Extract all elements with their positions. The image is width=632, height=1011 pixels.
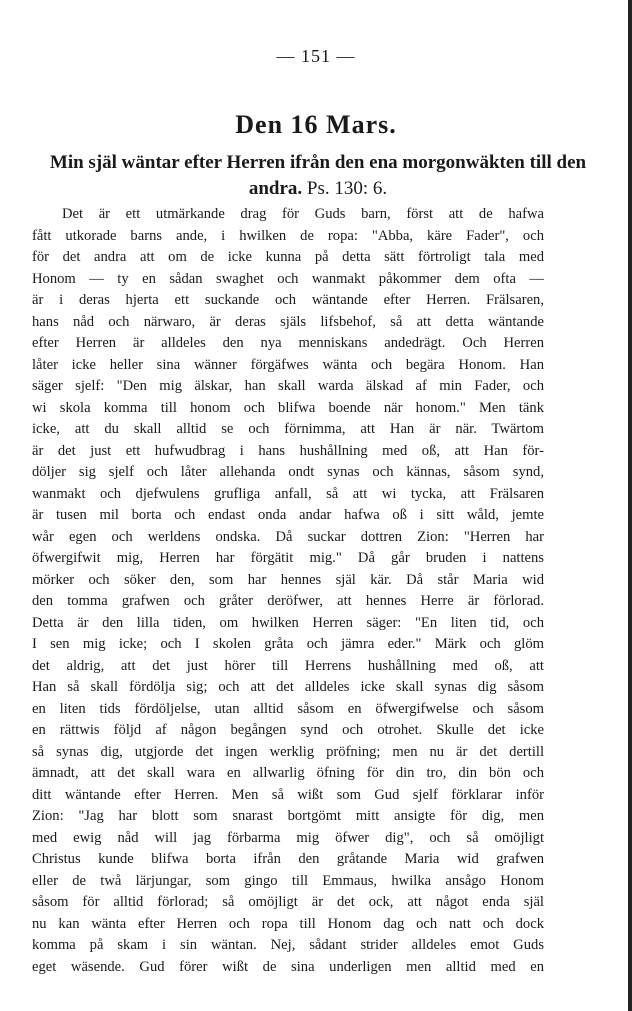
text-line: nu kan wänta efter Herren och ropa till Honom dag och natt och dock <box>32 915 544 932</box>
text-line: är det just ett hufwudbrag i hans hushållning med oß, att Han för- <box>32 442 544 459</box>
text-line: Detta är den lilla tiden, om hwilken Herren säger: "En liten tid, och <box>32 614 544 631</box>
text-line: Zion: "Jag har blott som snarast bortgömt mitt ansigte för dig, men <box>32 808 544 824</box>
bible-verse <box>32 150 604 202</box>
text-line: hans nåd och närwaro, är deras själs lifsbehof, så att detta wäntande <box>32 313 544 330</box>
text-line: med ewig nåd will jag förbarma mig öfwer dig", och så omöjligt <box>32 829 544 846</box>
text-line: Honom — ty en sådan swaghet och wanmakt påkommer dem ofta — <box>32 270 544 287</box>
text-line: såsom för alltid förlorad; så omöjligt är det ock, att något enda själ <box>32 894 544 910</box>
text-line: ditt wäntande efter Herren. Men så wißt som Gud sjelf förklarar inför <box>32 786 544 803</box>
text-line: eget wäsende. Gud förer wißt de sina underligen men alltid med en <box>32 958 544 975</box>
text-line: är i deras hjerta ett suckande och wäntande efter Herren. Frälsaren, <box>32 292 544 308</box>
text-line: en rättwis följd af någon begången synd och otrohet. Skulle det icke <box>32 722 544 738</box>
text-line: låter icke heller sina wänner förgäfwes wänta och begära Honom. Han <box>32 356 544 373</box>
text-line: den tomma grafwen och gråter deröfwer, att hennes Herre är förlorad. <box>32 593 544 609</box>
text-line: en liten tids fördöljelse, utan alltid såsom en öfwergifwelse och såsom <box>32 700 544 717</box>
text-line: wi skola komma till honom och blifwa boende när honom." Men tänk <box>32 399 544 416</box>
text-line: Han så skall fördölja sig; och att det alldeles icke skall synas dig såsom <box>32 679 544 695</box>
text-line: komma på skam i sin wäntan. Nej, sådant strider alldeles emot Guds <box>32 937 544 953</box>
text-line: öfwergifwit mig, Herren har förgätit mig." Då går bruden i nattens <box>32 550 544 566</box>
verse-reference: Ps. 130: 6. <box>306 178 388 199</box>
text-line: så synas dig, utgjorde det ingen werklig pröfning; men nu är det dertill <box>32 743 544 760</box>
text-line: Det är ett utmärkande drag för Guds barn, först att de hafwa <box>62 206 544 222</box>
text-line: fått utkorade barns ande, i hwilken de ropa: "Abba, käre Fader", och <box>32 227 544 244</box>
devotional-text <box>32 204 544 978</box>
text-line: Christus kunde blifwa borta ifrån den gråtande Maria wid grafwen <box>32 851 544 867</box>
text-line: I sen mig icke; och I skolen gråta och jämra eder." Märk och glöm <box>32 636 544 652</box>
page-number: — 151 — <box>276 46 356 66</box>
text-line: är tusen mil borta och endast onda andar hafwa oß i sitt wåld, jemte <box>32 507 544 523</box>
text-line: wår egen och werldens ondska. Då suckar dottren Zion: "Herren har <box>32 528 544 545</box>
text-line: det aldrig, att det just hörer till Herrens hushållning med oß, att <box>32 657 544 674</box>
date-heading: Den 16 Mars. <box>235 110 397 139</box>
text-line: för det andra att om de icke kunna på detta sätt förtroligt tala med <box>32 249 544 265</box>
page-edge <box>628 0 632 1011</box>
text-line: mörker och söker den, som har hennes själ kär. Då står Maria wid <box>32 571 544 588</box>
text-line: döljer sig sjelf och låter allehanda ondt synas och kännas, såsom synd, <box>32 464 544 480</box>
text-line: säger sjelf: "Den mig älskar, han skall warda älskad af min Fader, och <box>32 378 544 394</box>
verse-text: Min själ wäntar efter Herren ifrån den ena morgonwäkten till den andra. <box>49 152 587 199</box>
text-line: ämnadt, att det skall wara en allwarlig öfning för din tro, din bön och <box>32 765 544 781</box>
text-line: efter Herren är alldeles den nya menniskans andedrägt. Och Herren <box>32 335 544 351</box>
text-line: eller de twå lärjungar, som gingo till Emmaus, hwilka ansågo Honom <box>32 872 544 889</box>
text-line: icke, att du skall alltid se och förnimma, att Han är när. Twärtom <box>32 421 544 437</box>
text-line: wanmakt och djefwulens grufliga anfall, så att wi tycka, att Frälsaren <box>32 485 544 502</box>
